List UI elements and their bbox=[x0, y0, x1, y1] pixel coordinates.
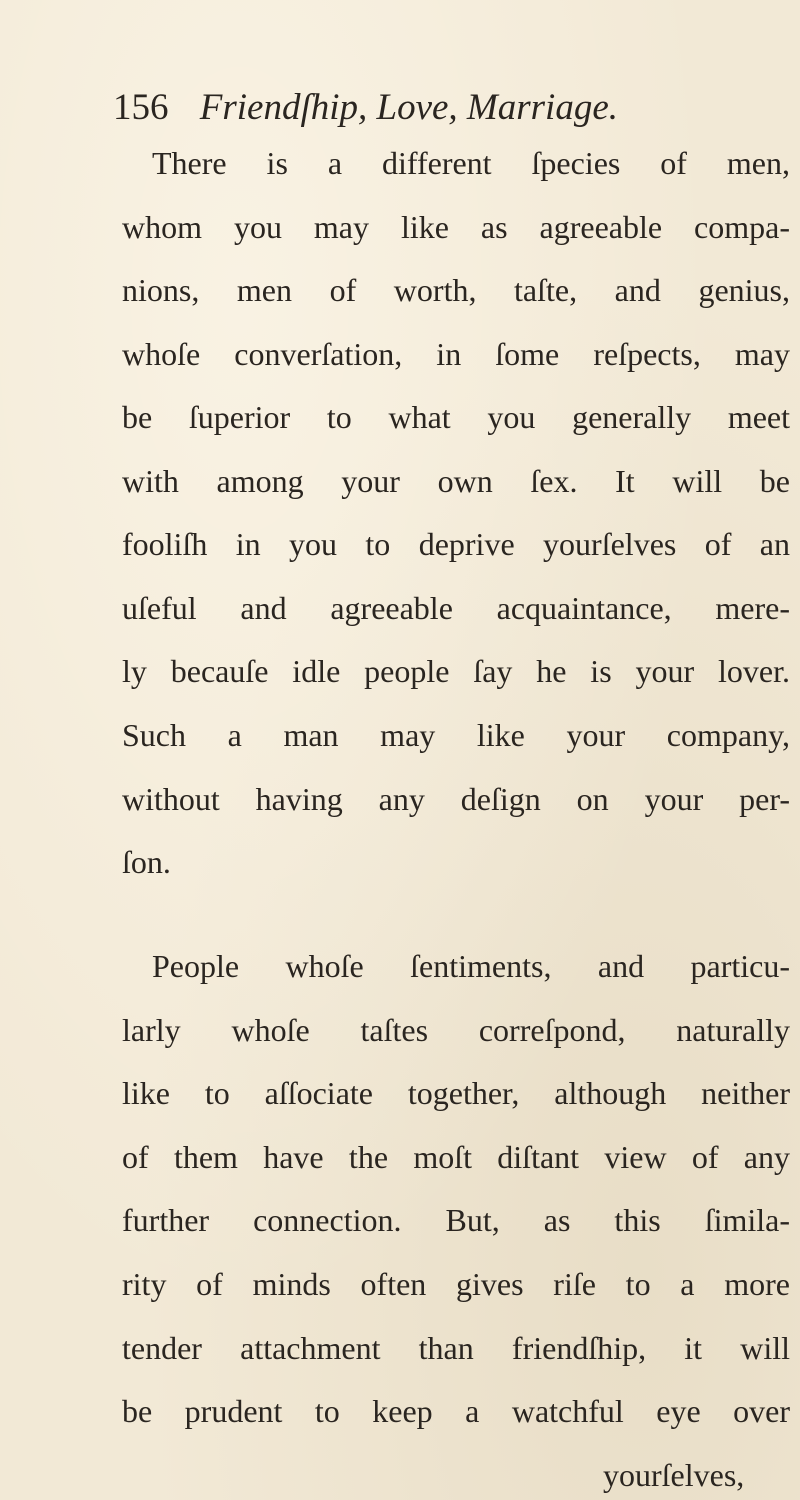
text-line: rity of minds often gives riſe to a more bbox=[122, 1266, 790, 1303]
text-line: tender attachment than friendſhip, it will bbox=[122, 1329, 790, 1366]
text-line: whom you may like as agreeable compa- bbox=[122, 208, 790, 245]
text-line: ly becauſe idle people ſay he is your lover. bbox=[122, 653, 790, 690]
text-line: whoſe converſation, in ſome reſpects, may bbox=[122, 335, 790, 372]
text-line: be ſuperior to what you generally meet bbox=[122, 399, 790, 436]
page-header bbox=[113, 86, 618, 130]
running-title: Friendſhip, Love, Marriage. bbox=[199, 87, 619, 128]
text-line: with among your own ſex. It will be bbox=[122, 462, 790, 499]
text-line: further connection. But, as this ſimila- bbox=[122, 1202, 790, 1239]
text-line: fooliſh in you to deprive yourſelves of an bbox=[122, 526, 790, 563]
text-line: like to aſſociate together, although neither bbox=[122, 1075, 790, 1112]
catchword: yourſelves, bbox=[603, 1456, 745, 1493]
text-line: without having any deſign on your per- bbox=[122, 780, 790, 817]
text-line: of them have the moſt diſtant view of any bbox=[122, 1138, 790, 1175]
text-line: larly whoſe taſtes correſpond, naturally bbox=[122, 1011, 790, 1048]
page-number: 156 bbox=[113, 87, 169, 128]
text-line: People whoſe ſentiments, and particu- bbox=[152, 948, 790, 985]
text-line: be prudent to keep a watchful eye over bbox=[122, 1393, 790, 1430]
text-line: ſon. bbox=[122, 844, 171, 881]
text-line: uſeful and agreeable acquaintance, mere- bbox=[122, 589, 790, 626]
text-line: nions, men of worth, taſte, and genius, bbox=[122, 272, 790, 309]
text-line: Such a man may like your company, bbox=[122, 716, 790, 753]
text-line: There is a different ſpecies of men, bbox=[152, 145, 790, 181]
